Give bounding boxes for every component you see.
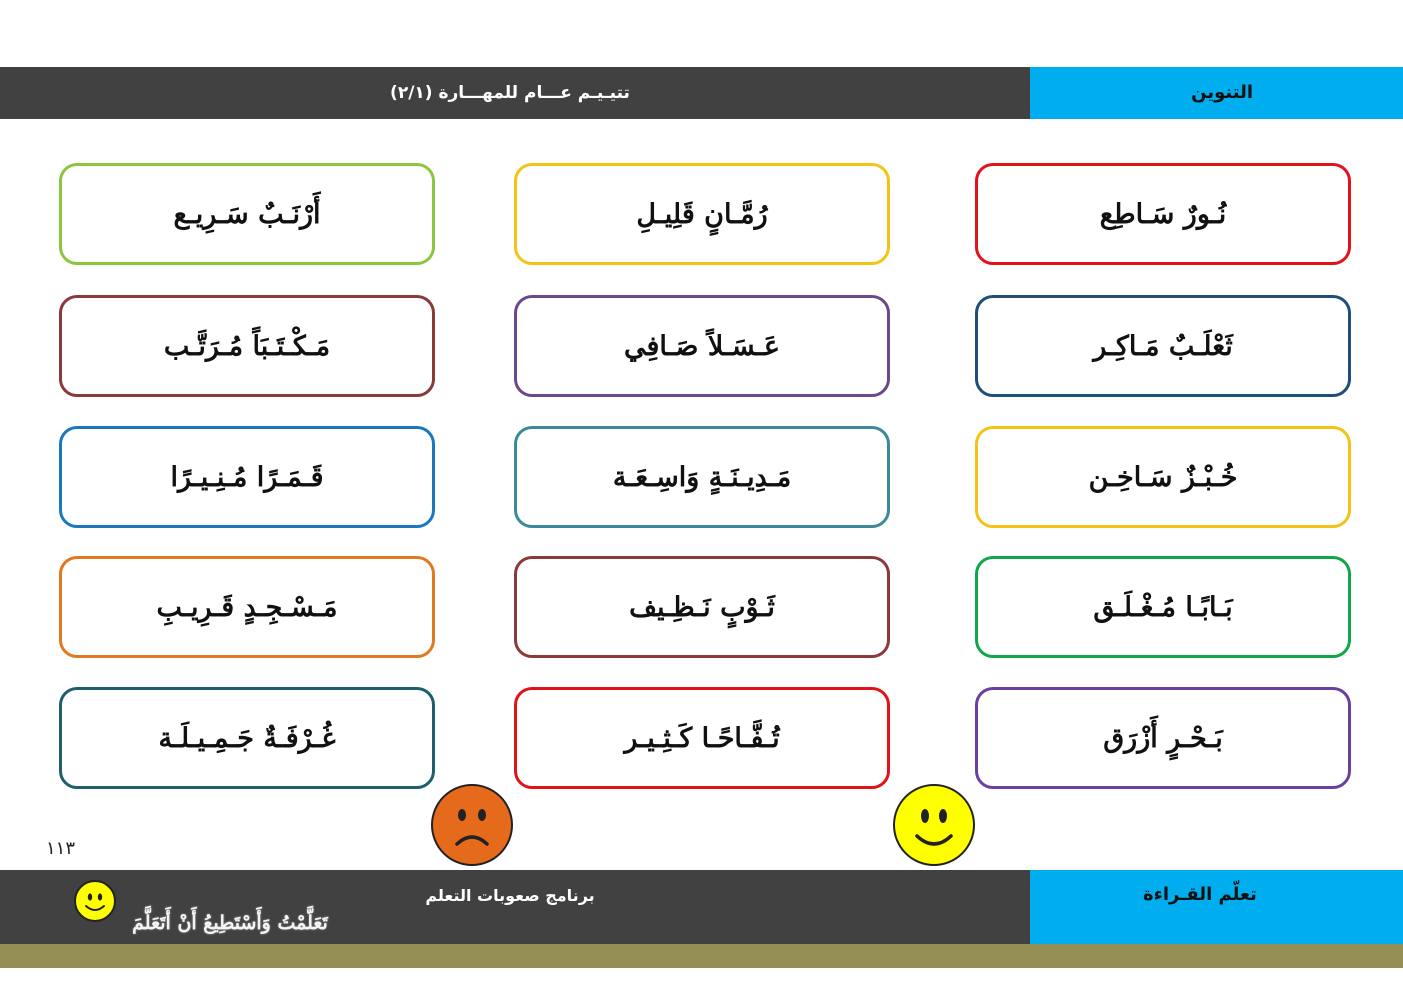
- word-card-text: بَـابًـا مُـغْـلَـق: [1093, 591, 1233, 623]
- word-card-text: ثَعْلَـبٌ مَـاكِـر: [1093, 330, 1233, 362]
- word-card-text: قَـمَـرًا مُـنِـيـرًا: [170, 461, 324, 493]
- word-card[interactable]: [975, 556, 1351, 658]
- word-card-text: خُـبْـزٌ سَـاخِـن: [1088, 461, 1238, 493]
- word-card[interactable]: [514, 426, 890, 528]
- footer-strip: [0, 944, 1403, 968]
- page-title: تتيـيـم عـــام للمهـــارة (٢/١): [390, 83, 630, 103]
- happy-face-icon[interactable]: [893, 784, 975, 866]
- word-card[interactable]: [975, 295, 1351, 397]
- word-card[interactable]: [975, 687, 1351, 789]
- word-card-text: مَـكْـتَـبَاً مُـرَتَّـب: [163, 330, 331, 362]
- word-card-text: عَـسَـلاً صَـافِي: [624, 330, 781, 362]
- word-card[interactable]: [59, 426, 435, 528]
- page-number: ١١٣: [46, 838, 76, 859]
- word-card[interactable]: [514, 295, 890, 397]
- sad-face-icon[interactable]: [431, 784, 513, 866]
- word-card-text: غُـرْفَـةٌ جَـمِـيـلَـة: [158, 722, 336, 754]
- word-card-text: ثَـوْبٍ نَـظِـيف: [629, 591, 775, 623]
- slogan: تَعَلَّمْتُ وَأَسْتَطِيعُ أَنْ أَتَعَلَّمَ: [132, 912, 328, 934]
- word-card[interactable]: [59, 295, 435, 397]
- word-card[interactable]: [59, 687, 435, 789]
- word-card-text: نُـورٌ سَـاطِع: [1099, 198, 1227, 230]
- word-card-text: مَـسْـجِـدٍ قَـرِيـبِ: [156, 591, 338, 623]
- word-card-text: تُـفَّـاحًـا كَـثِـيـر: [624, 722, 780, 754]
- word-card[interactable]: [514, 556, 890, 658]
- word-card[interactable]: [59, 556, 435, 658]
- lesson-topic: التنوين: [1191, 82, 1253, 103]
- word-card[interactable]: [975, 426, 1351, 528]
- word-card[interactable]: [514, 163, 890, 265]
- word-card-text: بَـحْـرٍ أَزْرَق: [1103, 722, 1223, 754]
- word-card[interactable]: [59, 163, 435, 265]
- footer-blue-section: [1030, 870, 1403, 944]
- word-card[interactable]: [514, 687, 890, 789]
- word-card-text: مَـدِيـنَـةٍ وَاسِـعَـة: [612, 461, 792, 493]
- header-bar: [0, 67, 1403, 119]
- program-name: برنامج صعوبات التعلم: [425, 886, 595, 905]
- word-card-text: أَرْنَـبٌ سَـرِيـع: [173, 198, 321, 230]
- word-card-text: رُمَّـانٍ قَلِيـلِ: [636, 198, 768, 230]
- word-card[interactable]: [975, 163, 1351, 265]
- series-name: تعلّم القـراءة: [1143, 884, 1257, 905]
